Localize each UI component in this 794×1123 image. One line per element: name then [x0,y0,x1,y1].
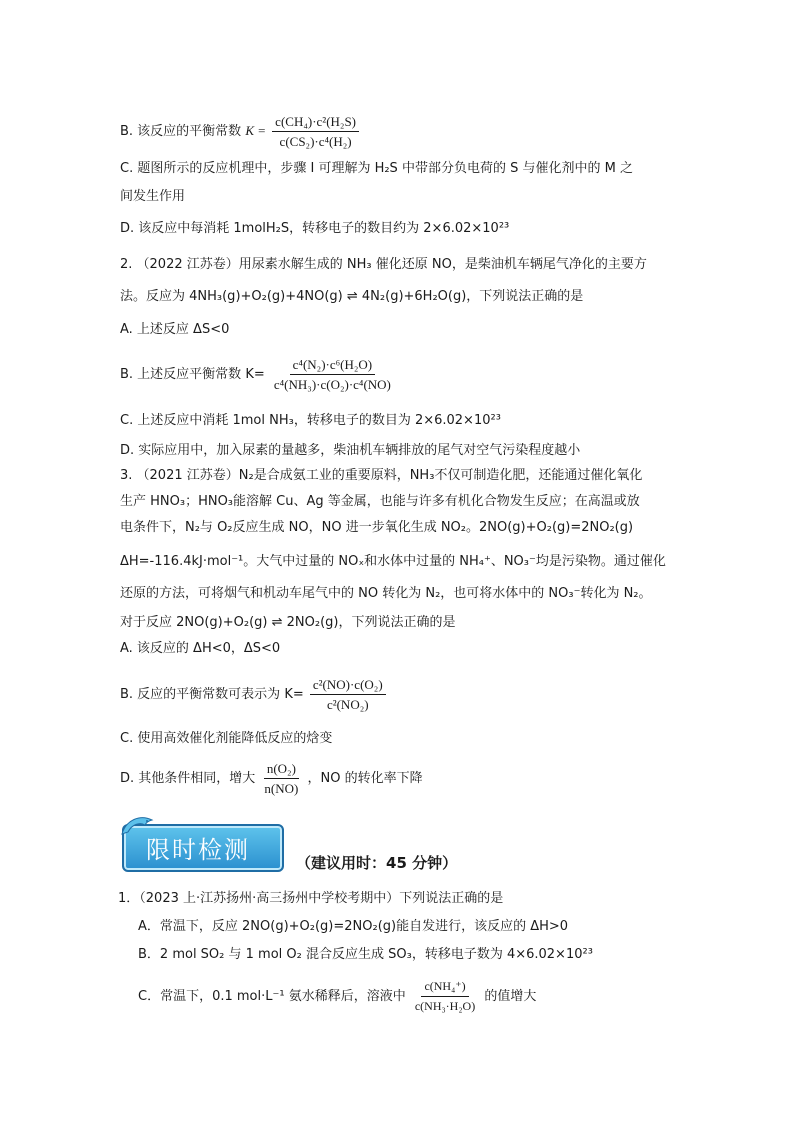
option-d: D. 该反应中每消耗 1molH₂S，转移电子的数目约为 2×6.02×10²³ [120,221,510,236]
option-text: B. 上述反应平衡常数 K= [120,367,265,382]
option-text: B. 反应的平衡常数可表示为 K= [120,687,304,702]
option-b-equilibrium-constant [120,113,361,150]
fraction-numerator: c(CH₄)·c²(H₂S) [272,113,359,132]
option-c-line1: C. 题图所示的反应机理中，步骤 I 可理解为 H₂S 中带部分负电荷的 S 与催化剂中的 M 之 [120,161,633,176]
option-text-suffix: ，NO 的转化率下降 [307,771,423,786]
ratio-fraction [261,760,301,797]
ratio-fraction [412,978,478,1015]
q3-stem-line3: 电条件下，N₂与 O₂反应生成 NO，NO 进一步氧化生成 NO₂。2NO(g)+O₂(g)=2NO₂(g) [120,520,634,535]
k-fraction [271,356,394,393]
q3-option-d [120,760,423,797]
option-text: C．常温下，0.1 mol·L⁻¹ 氨水稀释后，溶液中 [138,989,406,1004]
fraction-denominator: c(NH₃·H₂O) [414,999,476,1013]
q2-stem-line1: 2. （2022 江苏卷）用尿素水解生成的 NH₃ 催化还原 NO，是柴油机车辆尾气净化的主要方 [120,257,647,272]
q2-option-a: A. 上述反应 ΔS<0 [120,322,230,337]
q3-stem-line1: 3. （2021 江苏卷）N₂是合成氨工业的重要原料，NH₃不仅可制造化肥，还能通过催化氧化 [120,468,643,483]
q2-option-d: D. 实际应用中，加入尿素的量越多，柴油机车辆排放的尾气对空气污染程度越小 [120,443,581,458]
option-text: B. 该反应的平衡常数 [120,124,242,139]
fraction-denominator: c(CS₂)·c⁴(H₂) [279,134,352,149]
q3-option-c: C. 使用高效催化剂能降低反应的焓变 [120,731,333,746]
section-banner [118,812,286,874]
fraction-denominator: c⁴(NH₃)·c(O₂)·c⁴(NO) [273,377,391,392]
q3-option-b [120,676,388,713]
option-text: D. 其他条件相同，增大 [120,771,256,786]
k-fraction [310,676,386,713]
q3-stem-line6: 对于反应 2NO(g)+O₂(g) ⇌ 2NO₂(g)，下列说法正确的是 [120,615,456,630]
fraction-denominator: c²(NO₂) [326,697,369,712]
suggested-time: （建议用时：45 分钟） [296,854,458,872]
q3-stem-line4: ΔH=-116.4kJ·mol⁻¹。大气中过量的 NOₓ和水体中过量的 NH₄⁺、NO₃⁻均是污染物。通过催化 [120,554,666,569]
test-q1-option-c [138,978,536,1015]
fraction-denominator: n(NO) [264,781,299,796]
fraction-numerator: c(NH₄⁺) [421,978,468,997]
q2-option-c: C. 上述反应中消耗 1mol NH₃，转移电子的数目为 2×6.02×10²³ [120,413,501,428]
q3-stem-line2: 生产 HNO₃；HNO₃能溶解 Cu、Ag 等金属，也能与许多有机化合物发生反应；在高温或放 [120,494,640,509]
q3-option-a: A. 该反应的 ΔH<0，ΔS<0 [120,641,281,656]
q3-stem-line5: 还原的方法，可将烟气和机动车尾气中的 NO 转化为 N₂，也可将水体中的 NO₃⁻转化为 N₂。 [120,586,652,601]
k-symbol: K = [245,123,267,138]
q2-stem-line2: 法。反应为 4NH₃(g)+O₂(g)+4NO(g) ⇌ 4N₂(g)+6H₂O(g)，下列说法正确的是 [120,289,584,304]
option-text-suffix: 的值增大 [484,989,537,1004]
test-q1-option-b: B．2 mol SO₂ 与 1 mol O₂ 混合反应生成 SO₃，转移电子数为 4×6.02×10²³ [138,947,593,962]
q2-option-b [120,356,396,393]
fraction-numerator: n(O₂) [264,760,299,779]
test-q1-option-a: A．常温下，反应 2NO(g)+O₂(g)=2NO₂(g)能自发进行，该反应的 ΔH>0 [138,919,569,934]
fraction-numerator: c²(NO)·c(O₂) [310,676,386,695]
test-q1-stem: 1．（2023 上·江苏扬州·高三扬州中学校考期中）下列说法正确的是 [118,891,504,906]
option-c-line2: 间发生作用 [120,189,186,204]
fraction-numerator: c⁴(N₂)·c⁶(H₂O) [290,356,375,375]
banner-title: 限时检测 [146,836,250,864]
k-fraction [272,113,359,150]
